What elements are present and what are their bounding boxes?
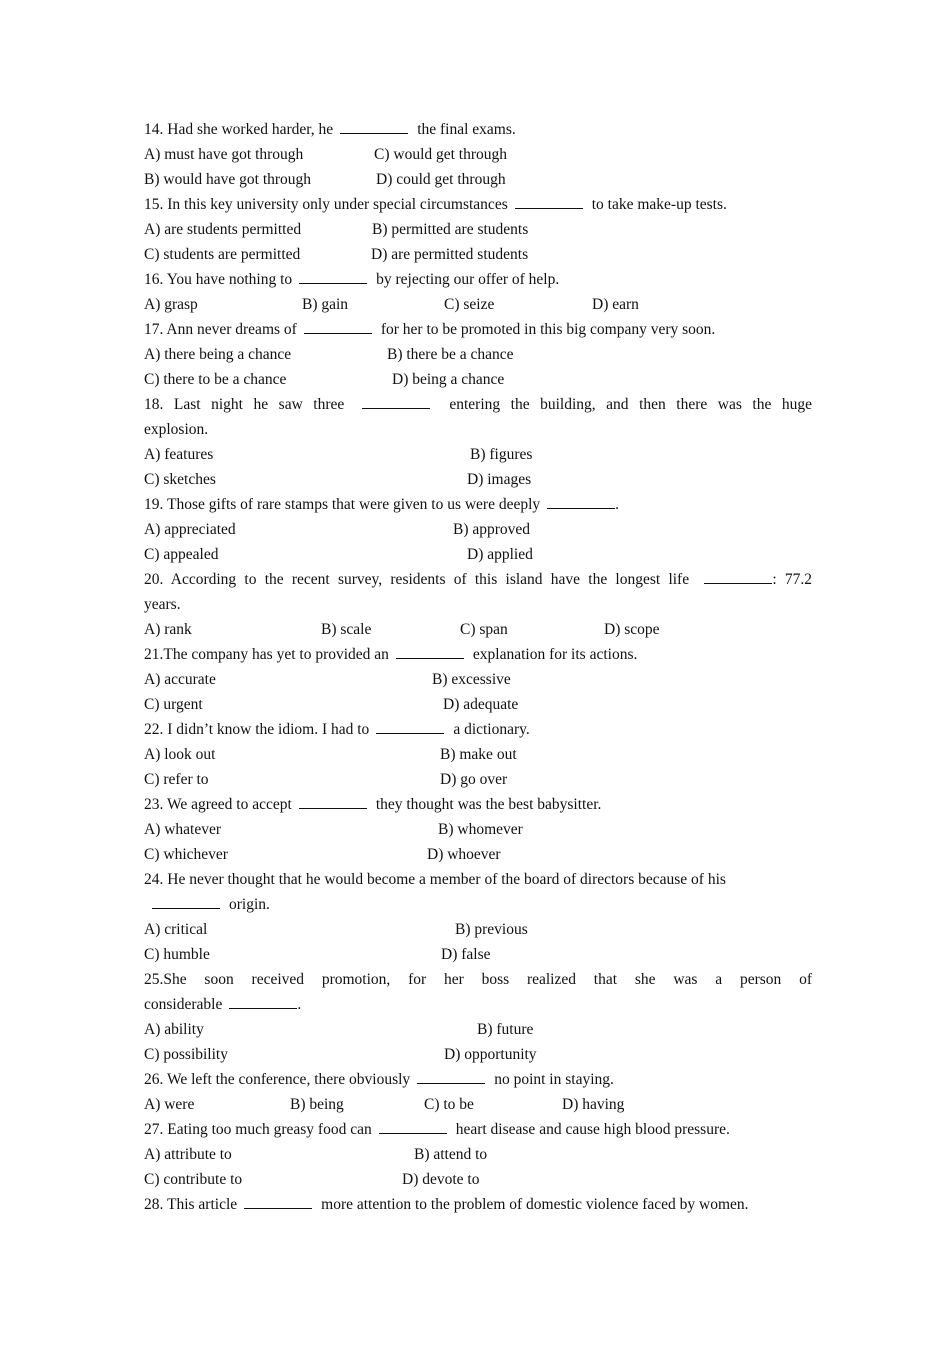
option-c[interactable]: C) students are permitted (144, 246, 301, 263)
option-d[interactable]: D) applied (467, 546, 533, 563)
option-b[interactable]: B) being (290, 1096, 344, 1113)
option-b[interactable]: B) there be a chance (387, 346, 514, 363)
option-d[interactable]: D) being a chance (392, 371, 505, 388)
question-text-after: . (297, 996, 302, 1013)
option-a[interactable]: A) must have got through (144, 146, 304, 163)
option-a[interactable]: A) are students permitted (144, 221, 302, 238)
option-a[interactable]: A) look out (144, 746, 216, 763)
question-19 (144, 492, 812, 517)
options-row (144, 917, 812, 942)
question-number: 23. (144, 796, 164, 813)
question-text: Those gifts of rare stamps that were given to us were deeply (166, 496, 541, 513)
answer-blank[interactable] (547, 492, 615, 509)
option-a[interactable]: A) features (144, 446, 214, 463)
question-text: The company has yet to provided an (163, 646, 389, 663)
option-c[interactable]: C) refer to (144, 771, 209, 788)
question-23 (144, 792, 812, 817)
question-number: 25. (144, 971, 164, 988)
option-b[interactable]: B) figures (470, 446, 533, 463)
answer-blank[interactable] (376, 717, 444, 734)
question-text: According to the recent survey, residents of this island have the longest life (170, 571, 690, 588)
question-26 (144, 1067, 812, 1092)
option-b[interactable]: B) excessive (432, 671, 511, 688)
option-b[interactable]: B) previous (455, 921, 528, 938)
option-b[interactable]: B) would have got through (144, 171, 312, 188)
question-number: 18. (144, 396, 164, 413)
question-14 (144, 117, 812, 142)
options-row (144, 692, 812, 717)
options-row (144, 292, 812, 317)
question-text: He never thought that he would become a member of the board of directors because of his (167, 871, 726, 888)
options-row (144, 442, 812, 467)
question-text-cont: considerable (144, 996, 223, 1013)
options-row (144, 1142, 812, 1167)
answer-blank[interactable] (152, 892, 220, 909)
option-c[interactable]: C) seize (444, 296, 495, 313)
answer-blank[interactable] (304, 317, 372, 334)
option-d[interactable]: D) go over (440, 771, 508, 788)
question-text-after: by rejecting our offer of help. (376, 271, 560, 288)
option-c[interactable]: C) sketches (144, 471, 216, 488)
question-25 (144, 967, 812, 992)
question-number: 15. (144, 196, 164, 213)
question-continuation (144, 992, 812, 1017)
options-row (144, 217, 812, 242)
answer-blank[interactable] (299, 267, 367, 284)
question-16 (144, 267, 812, 292)
question-number: 19. (144, 496, 164, 513)
question-text-after: they thought was the best babysitter. (375, 796, 602, 813)
option-d[interactable]: D) false (441, 946, 491, 963)
option-d[interactable]: D) could get through (376, 171, 506, 188)
options-row (144, 817, 812, 842)
option-c[interactable]: C) whichever (144, 846, 228, 863)
question-text: This article (166, 1196, 238, 1213)
option-d[interactable]: D) opportunity (444, 1046, 537, 1063)
option-c[interactable]: C) contribute to (144, 1171, 243, 1188)
question-continuation (144, 592, 812, 617)
question-text-after: origin. (229, 896, 270, 913)
option-b[interactable]: B) permitted are students (372, 221, 529, 238)
question-text: Had she worked harder, he (167, 121, 334, 138)
option-d[interactable]: D) adequate (443, 696, 519, 713)
option-b[interactable]: B) make out (440, 746, 517, 763)
question-text-cont: explosion. (144, 421, 209, 438)
question-text-after: a dictionary. (453, 721, 530, 738)
answer-blank[interactable] (299, 792, 367, 809)
option-d[interactable]: D) earn (592, 296, 639, 313)
option-b[interactable]: B) gain (302, 296, 349, 313)
options-row (144, 1167, 812, 1192)
option-d[interactable]: D) are permitted students (371, 246, 529, 263)
question-text: In this key university only under special circumstances (167, 196, 508, 213)
options-row (144, 942, 812, 967)
question-18 (144, 392, 812, 417)
question-text-after: more attention to the problem of domestic violence faced by women. (321, 1196, 749, 1213)
option-a[interactable]: A) there being a chance (144, 346, 292, 363)
options-row (144, 617, 812, 642)
question-27 (144, 1117, 812, 1142)
question-15 (144, 192, 812, 217)
option-b[interactable]: B) whomever (438, 821, 523, 838)
question-number: 14. (144, 121, 164, 138)
question-number: 26. (144, 1071, 164, 1088)
question-text-after: no point in staying. (494, 1071, 614, 1088)
question-continuation (144, 892, 812, 917)
question-text: We left the conference, there obviously (166, 1071, 411, 1088)
question-text: We agreed to accept (166, 796, 292, 813)
question-text-after: for her to be promoted in this big company very soon. (380, 321, 716, 338)
option-b[interactable]: B) attend to (414, 1146, 488, 1163)
question-text: You have nothing to (166, 271, 293, 288)
options-row (144, 742, 812, 767)
answer-blank[interactable] (340, 117, 408, 134)
answer-blank[interactable] (515, 192, 583, 209)
options-row (144, 1042, 812, 1067)
options-row (144, 342, 812, 367)
option-c[interactable]: C) span (460, 621, 508, 638)
option-c[interactable]: C) possibility (144, 1046, 228, 1063)
answer-blank[interactable] (704, 567, 772, 584)
option-d[interactable]: D) scope (604, 621, 660, 638)
answer-blank[interactable] (244, 1192, 312, 1209)
option-a[interactable]: A) ability (144, 1021, 204, 1038)
answer-blank[interactable] (229, 992, 297, 1009)
question-number: 21. (144, 646, 164, 663)
question-17 (144, 317, 812, 342)
option-b[interactable]: B) scale (321, 621, 372, 638)
question-text-after: heart disease and cause high blood pressure. (455, 1121, 730, 1138)
question-number: 24. (144, 871, 164, 888)
option-c[interactable]: C) there to be a chance (144, 371, 287, 388)
question-text-after: to take make-up tests. (591, 196, 727, 213)
answer-blank[interactable] (396, 642, 464, 659)
option-d[interactable]: D) devote to (402, 1171, 480, 1188)
question-text: She soon received promotion, for her boss realized that she was a person of (163, 971, 812, 988)
question-number: 22. (144, 721, 164, 738)
question-24 (144, 867, 812, 892)
question-text: Ann never dreams of (166, 321, 297, 338)
question-continuation (144, 417, 812, 442)
question-text-cont: years. (144, 596, 181, 613)
options-row (144, 842, 812, 867)
options-row (144, 167, 812, 192)
option-a[interactable]: A) rank (144, 621, 192, 638)
question-number: 17. (144, 321, 164, 338)
question-22 (144, 717, 812, 742)
option-d[interactable]: D) images (467, 471, 532, 488)
answer-blank[interactable] (379, 1117, 447, 1134)
exam-page (144, 117, 812, 1217)
option-a[interactable]: A) attribute to (144, 1146, 232, 1163)
question-text-after: the final exams. (417, 121, 516, 138)
options-row (144, 1092, 812, 1117)
options-row (144, 517, 812, 542)
question-text: Eating too much greasy food can (167, 1121, 372, 1138)
options-row (144, 367, 812, 392)
question-number: 28. (144, 1196, 164, 1213)
option-b[interactable]: B) future (477, 1021, 534, 1038)
question-text-after: : 77.2 (772, 571, 812, 588)
option-c[interactable]: C) urgent (144, 696, 203, 713)
option-a[interactable]: A) were (144, 1096, 195, 1113)
question-text: Last night he saw three (173, 396, 345, 413)
answer-blank[interactable] (362, 392, 430, 409)
option-c[interactable]: C) humble (144, 946, 210, 963)
options-row (144, 467, 812, 492)
question-number: 27. (144, 1121, 164, 1138)
option-c[interactable]: C) appealed (144, 546, 219, 563)
question-text: I didn’t know the idiom. I had to (167, 721, 370, 738)
options-row (144, 1017, 812, 1042)
question-28 (144, 1192, 812, 1217)
options-row (144, 542, 812, 567)
option-b[interactable]: B) approved (453, 521, 531, 538)
question-text-after: explanation for its actions. (472, 646, 638, 663)
question-number: 16. (144, 271, 164, 288)
option-d[interactable]: D) whoever (427, 846, 501, 863)
option-a[interactable]: A) grasp (144, 296, 198, 313)
options-row (144, 142, 812, 167)
option-a[interactable]: A) accurate (144, 671, 216, 688)
options-row (144, 667, 812, 692)
option-c[interactable]: C) would get through (374, 146, 508, 163)
options-row (144, 767, 812, 792)
option-a[interactable]: A) whatever (144, 821, 222, 838)
option-c[interactable]: C) to be (424, 1096, 474, 1113)
question-20 (144, 567, 812, 592)
question-number: 20. (144, 571, 164, 588)
option-d[interactable]: D) having (562, 1096, 625, 1113)
answer-blank[interactable] (417, 1067, 485, 1084)
question-text-after: . (615, 496, 620, 513)
option-a[interactable]: A) appreciated (144, 521, 236, 538)
options-row (144, 242, 812, 267)
question-21 (144, 642, 812, 667)
question-text-after: entering the building, and then there was the huge (449, 396, 813, 413)
option-a[interactable]: A) critical (144, 921, 208, 938)
